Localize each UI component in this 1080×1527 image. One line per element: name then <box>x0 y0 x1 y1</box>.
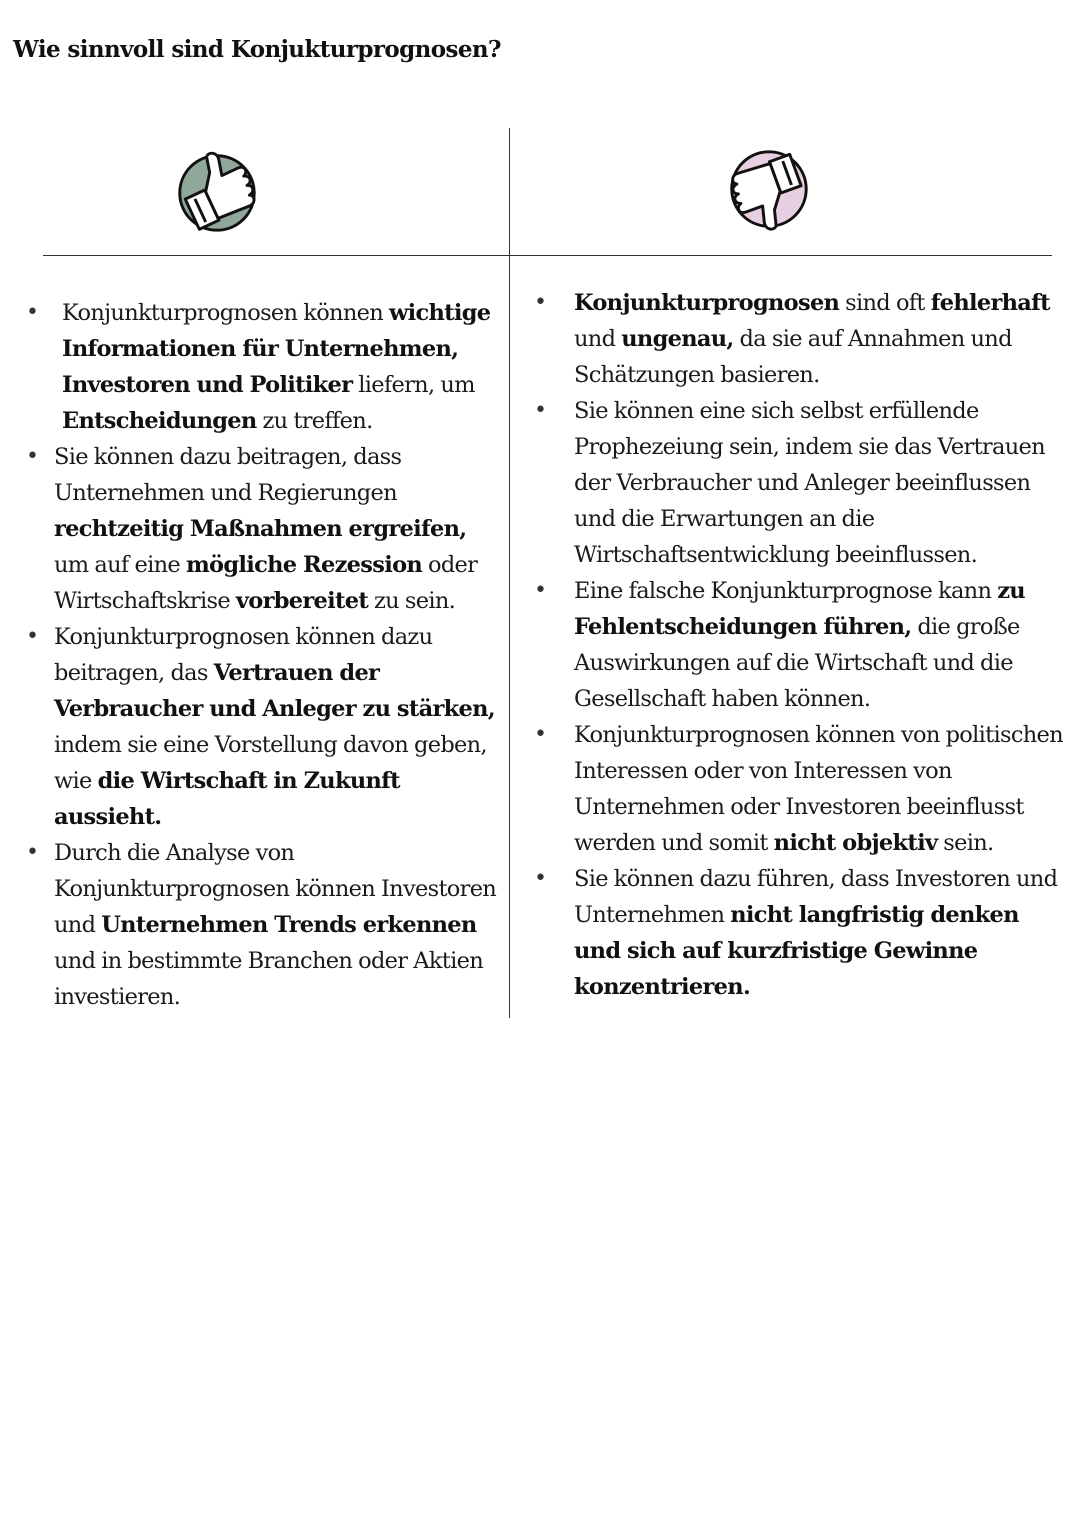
bullet-icon: • <box>534 866 547 891</box>
text: da sie auf Annahmen und Schätzungen basieren. <box>574 326 1012 388</box>
bold-text: Entscheidungen <box>62 408 257 434</box>
bullet-icon: • <box>534 398 547 423</box>
bold-text: ungenau, <box>621 326 734 352</box>
bold-text: die Wirtschaft in Zukunft aussieht. <box>54 768 400 830</box>
text: die große Auswirkungen auf die Wirtschaft und die Gesellschaft haben können. <box>574 614 1020 712</box>
text: Sie können eine sich selbst erfüllende Prophezeiung sein, indem sie das Vertrauen der Verbraucher und Anleger beeinflussen und die Erwartungen an die Wirtschaftsentwicklung beeinflussen. <box>574 398 1045 568</box>
bold-text: Konjunkturprognosen <box>574 290 840 316</box>
bold-text: Vertrauen der Verbraucher und Anleger zu stärken, <box>54 660 495 722</box>
bold-text: zu Fehlentscheidungen führen, <box>574 578 1025 640</box>
text: Konjunkturprognosen können von politischen Interessen oder von Interessen von Unternehmen oder Investoren beeinflusst werden und somit <box>574 722 1063 856</box>
text: und in bestimmte Branchen oder Aktien investieren. <box>54 948 484 1010</box>
bold-text: mögliche Rezession <box>185 552 423 578</box>
pro-item <box>26 439 499 619</box>
con-item <box>534 573 1064 717</box>
text: liefern, um <box>352 372 475 398</box>
pro-item <box>26 295 499 439</box>
bullet-icon: • <box>26 624 39 649</box>
bullet-icon: • <box>534 578 547 603</box>
text: Konjunkturprognosen können <box>62 300 389 326</box>
bullet-icon: • <box>534 290 547 315</box>
page-title: Wie sinnvoll sind Konjukturprognosen? <box>13 36 501 63</box>
pro-list <box>26 295 499 1015</box>
bold-text: vorbereitet <box>235 588 369 614</box>
bullet-icon: • <box>26 444 39 469</box>
bold-text: nicht langfristig denken und sich auf kurzfristige Gewinne konzentrieren. <box>574 902 1019 1000</box>
text: sein. <box>937 830 994 856</box>
bullet-icon: • <box>26 840 39 865</box>
text: zu treffen. <box>256 408 373 434</box>
text: indem sie eine Vorstellung davon geben, wie <box>54 732 487 794</box>
bold-text: Unternehmen Trends erkennen <box>101 912 477 938</box>
text: und <box>574 326 622 352</box>
bold-text: wichtige Informationen für Unternehmen, Investoren und Politiker <box>62 300 491 398</box>
text: Eine falsche Konjunkturprognose kann <box>574 578 998 604</box>
bold-text: rechtzeitig Maßnahmen ergreifen, <box>54 516 467 542</box>
con-item <box>534 285 1064 393</box>
thumbs-up-icon <box>168 142 266 240</box>
text: um auf eine <box>54 552 186 578</box>
bullet-icon: • <box>26 300 39 325</box>
text: oder Wirtschaftskrise <box>54 552 478 614</box>
text: sind oft <box>839 290 931 316</box>
con-item <box>534 393 1064 573</box>
thumbs-down-icon <box>718 142 816 240</box>
con-item <box>534 717 1064 861</box>
text: Konjunkturprognosen können dazu beitragen, das <box>54 624 433 686</box>
header-divider <box>43 255 1052 256</box>
column-divider <box>509 128 510 1018</box>
text: Durch die Analyse von Konjunkturprognosen können Investoren und <box>54 840 497 938</box>
text: Sie können dazu führen, dass Investoren und Unternehmen <box>574 866 1058 928</box>
pro-item <box>26 835 499 1015</box>
bold-text: nicht objektiv <box>773 830 938 856</box>
con-list <box>534 285 1064 1005</box>
text: zu sein. <box>368 588 456 614</box>
pro-item <box>26 619 499 835</box>
con-item <box>534 861 1064 1005</box>
text: Sie können dazu beitragen, dass Unternehmen und Regierungen <box>54 444 402 506</box>
bold-text: fehlerhaft <box>930 290 1050 316</box>
bullet-icon: • <box>534 722 547 747</box>
